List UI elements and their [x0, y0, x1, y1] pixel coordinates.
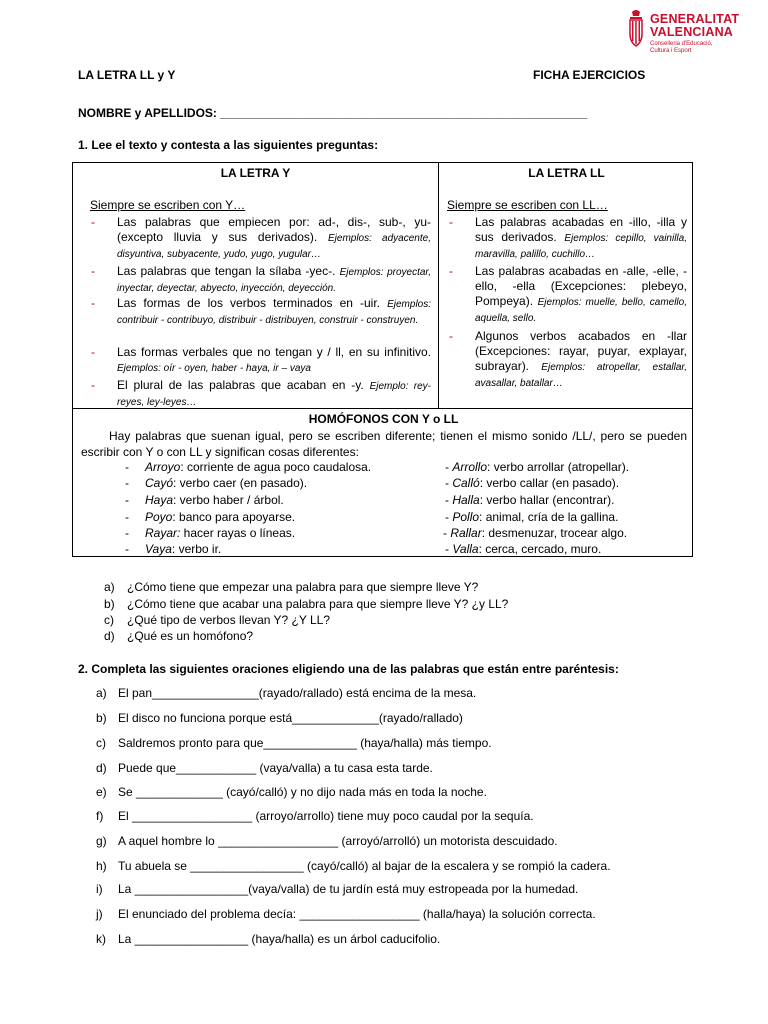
column-title-ll: LA LETRA LL — [528, 166, 605, 180]
homophone-word: Halla — [452, 493, 480, 507]
sentence-letter: b) — [96, 711, 107, 725]
sentence-letter: f) — [96, 809, 104, 823]
worksheet-label: FICHA EJERCICIOS — [533, 68, 646, 82]
homophone-def: : corriente de agua poco caudalosa. — [180, 460, 372, 474]
rules-table — [72, 162, 693, 557]
name-field[interactable]: NOMBRE y APELLIDOS: _______________________________________________________ — [78, 106, 588, 120]
homophone-def: : verbo haber / árbol. — [173, 493, 284, 507]
sentence-text[interactable]: La _________________(vaya/valla) de tu jardín está muy estropeada por la humedad. — [118, 882, 579, 896]
sentence-letter: d) — [96, 761, 107, 775]
question-text: ¿Cómo tiene que empezar una palabra para que siempre lleve Y? — [127, 580, 479, 594]
rule-text: El plural de las palabras que acaban en -y. — [117, 378, 364, 392]
homophone-def: : cerca, cercado, muro. — [478, 542, 602, 556]
sentence-text[interactable]: A aquel hombre lo __________________ (arroyó/arrolló) un motorista descuidado. — [118, 834, 558, 848]
rule-ll-2 — [449, 264, 687, 326]
rule-y-5 — [91, 378, 431, 410]
sentence-text[interactable]: Saldremos pronto para que______________ (haya/halla) más tiempo. — [118, 736, 492, 750]
homophone-def: : verbo caer (en pasado). — [173, 476, 308, 490]
question-text: ¿Qué tipo de verbos llevan Y? ¿Y LL? — [127, 613, 331, 627]
homophone-def: : verbo ir. — [171, 542, 222, 556]
bullet-dash-icon: - — [91, 345, 95, 359]
rule-example: Ejemplos: cepillo, vainilla, maravilla, palillo, cuchillo… — [475, 233, 687, 260]
sentence-letter: i) — [96, 882, 103, 896]
homophone-word: Haya — [145, 493, 174, 507]
rule-example: Ejemplos: adyacente, disyuntiva, subyacente, yudo, yugo, yugular… — [117, 233, 431, 260]
page-title: LA LETRA LL y Y — [78, 68, 176, 82]
homophone-left-3: - Haya: verbo haber / árbol. — [125, 493, 284, 507]
rule-y-2 — [91, 264, 431, 296]
homophone-left-5: - Rayar: hacer rayas o líneas. — [125, 526, 296, 540]
homophone-right-2: - Calló: verbo callar (en pasado). — [445, 476, 620, 490]
homophone-left-1: - Arroyo: corriente de agua poco caudalosa. — [125, 460, 372, 474]
rule-text: Las formas verbales que no tengan y / ll, en su infinitivo. — [117, 345, 431, 359]
logo-subline-1: Conselleria d'Educació, — [650, 41, 713, 47]
bullet-dash-icon: - — [91, 215, 95, 229]
rule-example: Ejemplos: muelle, bello, camello, aquella, sello. — [475, 297, 687, 324]
homophone-right-6: - Valla: cerca, cercado, muro. — [445, 542, 602, 556]
rule-text: Las palabras que empiecen por: ad-, dis-, sub-, yu- (excepto lluvia y sus derivados). — [117, 215, 431, 244]
exercise-2-heading: 2. Completa las siguientes oraciones eligiendo una de las palabras que están entre paréntesis: — [78, 662, 619, 676]
homophone-word: Pollo — [452, 510, 480, 524]
homophones-intro: Hay palabras que suenan igual, pero se escriben diferente; tienen el mismo sonido /LL/, pero se pueden escribir con Y o con LL y significan cosas diferentes: — [81, 429, 687, 459]
homophone-def: : verbo callar (en pasado). — [479, 476, 620, 490]
rule-y-1 — [91, 215, 431, 262]
sentence-text[interactable]: El disco no funciona porque está_____________(rayado/rallado) — [118, 711, 463, 725]
logo-subline-2: Cultura i Esport — [650, 48, 692, 54]
homophone-right-3: - Halla: verbo hallar (encontrar). — [445, 493, 615, 507]
rule-y-3 — [91, 296, 431, 328]
bullet-dash-icon: - — [91, 296, 95, 310]
sentence-letter: a) — [96, 686, 107, 700]
question-letter: d) — [104, 629, 115, 643]
homophone-word: Poyo — [145, 510, 173, 524]
homophone-def: : banco para apoyarse. — [172, 510, 296, 524]
rule-text: Las palabras que tengan la sílaba -yec-. — [117, 264, 336, 278]
homophone-word: Vaya — [145, 542, 172, 556]
column-title-y: LA LETRA Y — [220, 166, 291, 180]
bullet-dash-icon: - — [449, 329, 453, 343]
homophone-def: : desmenuzar, trocear algo. — [481, 526, 628, 540]
sentence-letter: k) — [96, 932, 106, 946]
homophones-title: HOMÓFONOS CON Y o LL — [308, 412, 459, 426]
bullet-dash-icon: - — [449, 264, 453, 278]
logo-line-2: VALENCIANA — [650, 25, 734, 39]
rule-example: Ejemplos: contribuir - contribuyo, distribuir - distribuyen, construir - construyen. — [117, 299, 431, 326]
sentence-text[interactable]: El __________________ (arroyo/arrollo) tiene muy poco caudal por la sequía. — [118, 809, 534, 823]
sentence-letter: g) — [96, 834, 107, 848]
exercise-1-heading: 1. Lee el texto y contesta a las siguientes preguntas: — [78, 138, 379, 152]
homophone-def: : verbo hallar (encontrar). — [479, 493, 615, 507]
question-text: ¿Cómo tiene que acabar una palabra para que siempre lleve Y? ¿y LL? — [127, 597, 509, 611]
sentence-letter: c) — [96, 736, 106, 750]
question-letter: b) — [104, 597, 115, 611]
question-letter: a) — [104, 580, 115, 594]
homophone-right-5: - Rallar: desmenuzar, trocear algo. — [443, 526, 628, 540]
sentence-text[interactable]: El pan________________(rayado/rallado) está encima de la mesa. — [118, 686, 477, 700]
column-intro-y: Siempre se escriben con Y… — [90, 198, 246, 212]
homophone-def: hacer rayas o líneas. — [180, 526, 296, 540]
logo-line-1: GENERALITAT — [650, 12, 740, 26]
rule-ll-1 — [449, 215, 687, 262]
sentence-letter: e) — [96, 785, 107, 799]
bullet-dash-icon: - — [449, 215, 453, 229]
homophone-word: Rayar: — [145, 526, 181, 540]
homophone-left-2: - Cayó: verbo caer (en pasado). — [125, 476, 308, 490]
sentence-text[interactable]: El enunciado del problema decía: __________________ (halla/haya) la solución correcta. — [118, 907, 596, 921]
rule-text: Las formas de los verbos terminados en -uir. — [117, 296, 380, 310]
rule-ll-3 — [449, 329, 687, 391]
sentence-text[interactable]: La _________________ (haya/halla) es un árbol caducifolio. — [118, 932, 441, 946]
rule-example: Ejemplo: rey-reyes, ley-leyes… — [117, 381, 431, 408]
rule-example: Ejemplos: oír - oyen, haber - haya, ir – vaya — [117, 363, 311, 374]
column-intro-ll: Siempre se escriben con LL… — [447, 198, 608, 212]
homophone-word: Cayó — [145, 476, 174, 490]
table-divider-vertical — [438, 163, 439, 408]
homophone-def: : animal, cría de la gallina. — [479, 510, 619, 524]
question-letter: c) — [104, 613, 114, 627]
bullet-dash-icon: - — [91, 378, 95, 392]
sentence-text[interactable]: Puede que____________ (vaya/valla) a tu casa esta tarde. — [118, 761, 433, 775]
sentence-letter: h) — [96, 859, 107, 873]
question-text: ¿Qué es un homófono? — [127, 629, 254, 643]
rule-text: Las palabras acabadas en -alle, -elle, -ello, -ella (Excepciones: plebeyo, Pompeya). — [475, 264, 687, 308]
homophone-word: Arrollo — [452, 460, 488, 474]
homophone-word: Valla — [452, 542, 479, 556]
homophone-right-4: - Pollo: animal, cría de la gallina. — [445, 510, 619, 524]
bullet-dash-icon: - — [91, 264, 95, 278]
homophone-def: : verbo arrollar (atropellar). — [487, 460, 630, 474]
sentence-text[interactable]: Se _____________ (cayó/calló) y no dijo nada más en toda la noche. — [118, 785, 487, 799]
homophone-word: Arroyo — [145, 460, 181, 474]
homophone-word: Calló — [452, 476, 480, 490]
homophone-word: Rallar — [450, 526, 482, 540]
generalitat-logo — [626, 4, 746, 60]
rule-text: Las palabras acabadas en -illo, -illa y sus derivados. — [475, 215, 687, 244]
homophone-right-1: - Arrollo: verbo arrollar (atropellar). — [445, 460, 630, 474]
rule-y-4 — [91, 345, 431, 376]
homophone-left-6: - Vaya: verbo ir. — [125, 542, 222, 556]
rule-example: Ejemplos: atropellar, estallar, avasallar, batallar… — [475, 362, 687, 389]
sentence-text[interactable]: Tu abuela se _________________ (cayó/calló) al bajar de la escalera y se rompió la cadera. — [118, 859, 611, 873]
homophone-left-4: - Poyo: banco para apoyarse. — [125, 510, 296, 524]
sentence-letter: j) — [96, 907, 103, 921]
rule-text: Algunos verbos acabados en -llar (Excepciones: rayar, puyar, explayar, subrayar). — [475, 329, 687, 373]
rule-example: Ejemplos: proyectar, inyectar, deyectar, abyecto, inyección, deyección. — [117, 267, 431, 294]
logo-subline — [650, 41, 713, 55]
coat-of-arms-icon — [626, 8, 646, 48]
